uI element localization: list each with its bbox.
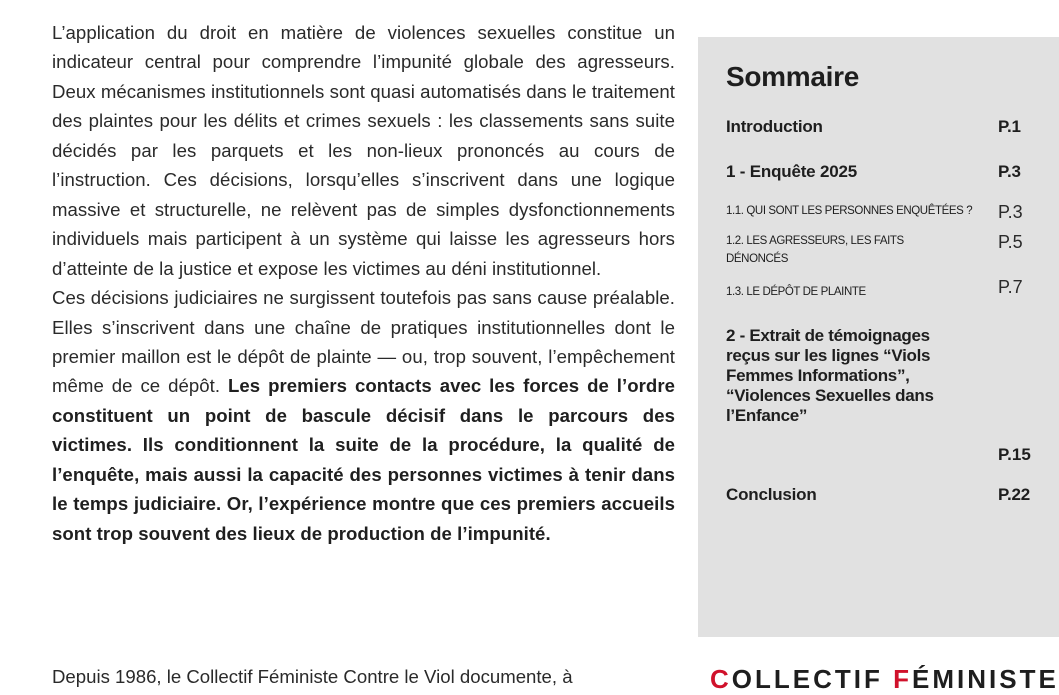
logo-text-2: ÉMINISTE — [912, 664, 1059, 694]
toc-item-page: P.15 — [998, 445, 1031, 464]
toc-item-page: P.3 — [998, 202, 1023, 222]
toc-item-label: 1.3. LE DÉPÔT DE PLAINTE — [726, 286, 866, 298]
body-text — [52, 18, 675, 548]
paragraph-1: L’application du droit en matière de violences sexuelles constitue un indicateur central pour comprendre l’impunité globale des agresseurs. Deux mécanismes institutionnels sont quasi automatisés dans le traitement des plaintes pour les délits et crimes sexuels : les classements sans suite décidés par les parquets et les non-lieux prononcés au cours de l’instruction. Ces décisions, lorsqu’elles s’inscrivent dans une logique massive et structurelle, ne relèvent pas de simples dysfonctionnements individuels mais participent à un système qui laisse les agresseurs hors d’atteinte de la justice et expose les victimes au déni institutionnel. — [52, 22, 675, 279]
paragraph-2-bold: Les premiers contacts avec les forces de l’ordre constituent un point de bascule décisif dans le parcours des victimes. Ils conditionnent la suite de la procédure, la qualité de l’enquête, mais aussi la capacité des personnes victimes à tenir dans le temps judiciaire. Or, l’expérience montre que ces premiers accueils sont trop souvent des lieux de production de l’impunité. — [52, 375, 675, 544]
toc-item-label: 2 - Extrait de témoignages reçus sur les lignes “Viols Femmes Informations”, “Violences Sexuelles dans l’Enfance” — [726, 326, 934, 425]
toc-item-label: Conclusion — [726, 485, 817, 504]
table-of-contents — [698, 37, 1059, 637]
toc-item-page: P.1 — [998, 117, 1021, 136]
logo-text-1: OLLECTIF — [731, 664, 894, 694]
toc-title: Sommaire — [726, 61, 859, 92]
logo-letter-f: F — [893, 664, 912, 694]
toc-item-label: 1 - Enquête 2025 — [726, 162, 857, 181]
toc-item-page: P.5 — [998, 232, 1023, 252]
toc-item-label: Introduction — [726, 117, 823, 136]
paragraph-2 — [52, 283, 675, 548]
paragraph-3-partial: Depuis 1986, le Collectif Féministe Contre le Viol documente, à — [52, 666, 573, 687]
toc-item-page: P.7 — [998, 277, 1023, 297]
toc-item-label: 1.2. LES AGRESSEURS, LES FAITS DÉNONCÉS — [726, 235, 904, 265]
collectif-feministe-logo — [710, 664, 1059, 695]
paragraph-2-regular: Ces décisions judiciaires ne surgissent toutefois pas sans cause préalable. Elles s’inscrivent dans une chaîne de pratiques institutionnelles dont le premier maillon est le dépôt de plainte — ou, trop souvent, l’empêchement même de ce dépôt. — [52, 287, 675, 397]
toc-item-page: P.3 — [998, 162, 1021, 181]
toc-item-label: 1.1. QUI SONT LES PERSONNES ENQUÊTÉES ? — [726, 205, 973, 217]
logo-letter-c: C — [710, 664, 732, 694]
toc-item-page: P.22 — [998, 485, 1030, 504]
